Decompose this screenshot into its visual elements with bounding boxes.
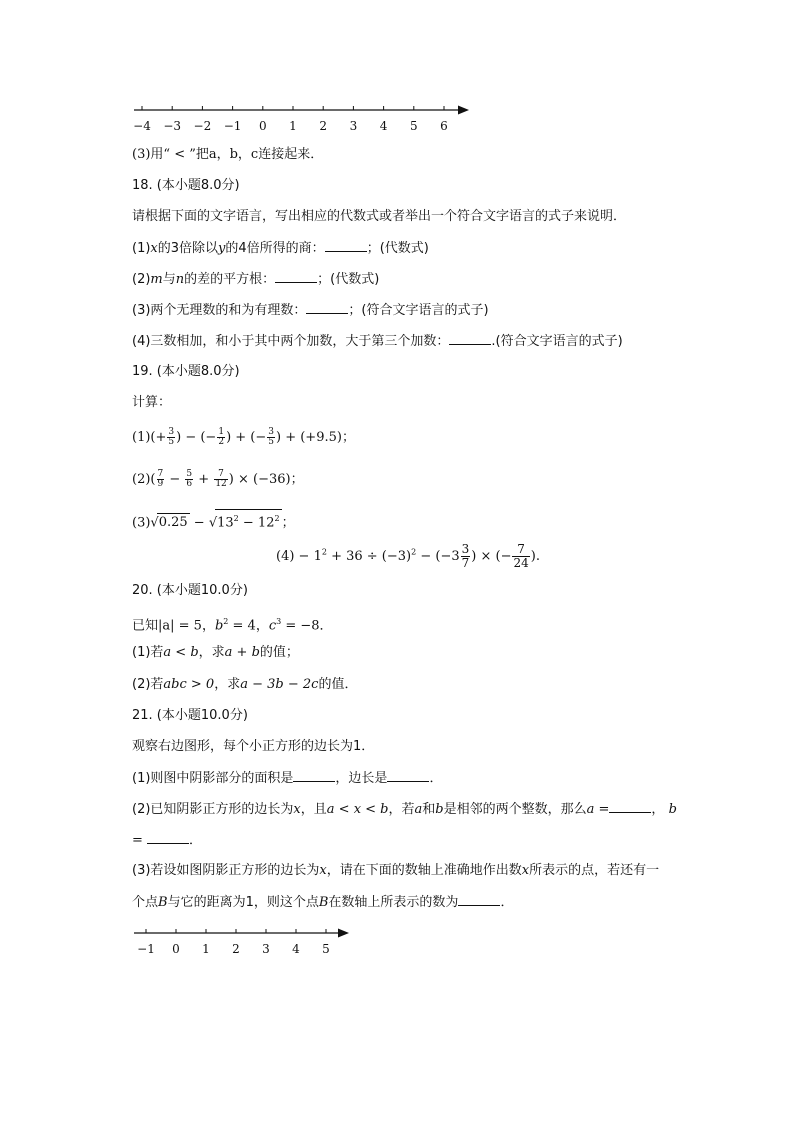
number-line-bottom	[126, 923, 356, 959]
q21-part2-cont: = ．	[132, 833, 203, 848]
tick-label: −1	[223, 119, 242, 133]
q19-header: 19. (本小题8.0分)	[132, 364, 240, 379]
q18-part3: (3)两个无理数的和为有理数： ；(符合文字语言的式子)	[132, 303, 489, 318]
q19-part3: $(3)√0.25 - √13^2 - 12^2$ ；	[132, 509, 295, 532]
answer-blank[interactable]	[275, 270, 317, 283]
arrow-head-icon	[458, 106, 469, 115]
tick-label: 1	[289, 119, 297, 133]
answer-blank[interactable]	[147, 831, 189, 844]
q18-part4: (4)三数相加，和小于其中两个加数，大于第三个加数： .(符合文字语言的式子)	[132, 334, 623, 349]
tick-label: 2	[319, 119, 328, 133]
answer-blank[interactable]	[293, 769, 335, 782]
tick-label: 0	[258, 119, 267, 133]
answer-blank[interactable]	[325, 239, 367, 252]
tick-label: −3	[163, 119, 182, 133]
number-line-top	[126, 100, 476, 136]
q18-header: 18. (本小题8.0分)	[132, 178, 240, 193]
answer-blank[interactable]	[387, 769, 429, 782]
tick-label: 1	[202, 942, 210, 956]
tick-label: 6	[440, 119, 448, 133]
q19-part1: (1)(+ $\frac{3}{5}$ ) − (− $\frac{1}{2}$ ) + (− $\frac{3}{5}$ ) + (+9.5)；	[132, 427, 355, 447]
q20-header: 20. (本小题10.0分)	[132, 583, 248, 598]
tick-label: 4	[292, 942, 300, 956]
answer-blank[interactable]	[609, 800, 651, 813]
q18-part2: (2)m与n的差的平方根： ；(代数式)	[132, 272, 380, 287]
q19-part2: (2)( $\frac{7}{9}$ − $\frac{5}{6}$ + $\frac{7}{12}$ ) × (−36)；	[132, 469, 304, 489]
tick-label: −2	[193, 119, 212, 133]
q21-intro: 观察右边图形，每个小正方形的边长为1．	[132, 739, 375, 754]
q17-part3: (3)用“ < ”把a，b，c连接起来．	[132, 147, 324, 162]
q21-header: 21. (本小题10.0分)	[132, 708, 248, 723]
q21-part3-cont: 个点B与它的距离为1，则这个点B在数轴上所表示的数为 ．	[132, 895, 514, 910]
arrow-head-icon	[338, 929, 349, 938]
q21-part2: (2)已知阴影正方形的边长为x，且a < x < b，若a和b是相邻的两个整数，那么a = ， b	[132, 802, 677, 817]
q21-part3: (3)若设如图阴影正方形的边长为x，请在下面的数轴上准确地作出数x所表示的点，若还有一	[132, 863, 660, 878]
tick-label: 3	[349, 119, 358, 133]
q21-part1: (1)则图中阴影部分的面积是 ，边长是 ．	[132, 771, 443, 786]
q20-part2: (2)若abc > 0，求a − 3b − 2c的值．	[132, 677, 358, 692]
tick-label: 5	[409, 119, 418, 133]
q19-part4: $(4) - 1^2 + 36 \div (-3)^2 - (-3$ $\frac{3}{7}$ ) × (− $\frac{7}{24}$ ).	[276, 542, 540, 570]
tick-label: −4	[133, 119, 151, 133]
answer-blank[interactable]	[449, 332, 491, 345]
tick-label: 4	[379, 119, 388, 133]
q20-part1: (1)若a < b，求a + b的值；	[132, 645, 299, 660]
answer-blank[interactable]	[306, 301, 348, 314]
tick-label: −1	[137, 942, 155, 956]
q18-intro: 请根据下面的文字语言，写出相应的代数式或者举出一个符合文字语言的式子来说明．	[132, 209, 627, 224]
tick-label: 2	[232, 942, 240, 956]
tick-label: 5	[322, 942, 330, 956]
answer-blank[interactable]	[458, 893, 500, 906]
q18-part1: (1)x的3倍除以y的4倍所得的商： ；(代数式)	[132, 241, 429, 256]
tick-label: 3	[262, 942, 270, 956]
q19-intro: 计算：	[132, 395, 172, 410]
q20-given: 已知|a| = 5，$b^2 = 4$，$c^3 = -8$．	[132, 617, 333, 634]
tick-label: 0	[172, 942, 180, 956]
